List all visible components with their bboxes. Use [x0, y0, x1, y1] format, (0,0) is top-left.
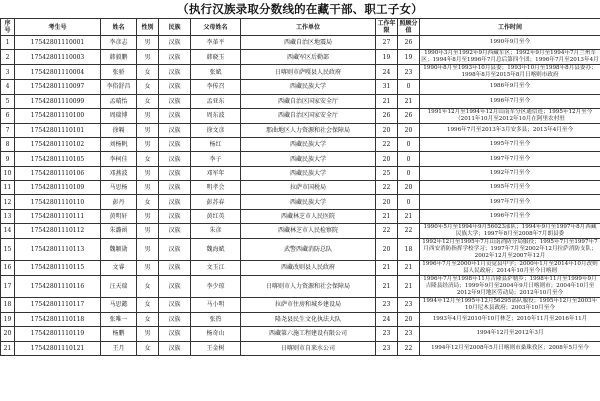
table-row — [1, 65, 600, 80]
cell-name: 徐嗝 — [101, 123, 137, 137]
cell-years: 23 — [376, 327, 398, 341]
cell-no: 1 — [1, 36, 15, 50]
cell-exam-id: 17542801110100 — [15, 108, 101, 123]
cell-sex: 男 — [137, 327, 159, 341]
cell-name: 孟晴怡 — [101, 94, 137, 108]
cell-name: 王月 — [101, 341, 137, 355]
cell-ethnicity: 汉族 — [159, 36, 191, 50]
cell-sex: 男 — [137, 260, 159, 275]
cell-ethnicity: 汉族 — [159, 209, 191, 223]
cell-exam-id: 17542801110115 — [15, 260, 101, 275]
cell-years: 21 — [376, 209, 398, 223]
cell-years: 22 — [376, 181, 398, 195]
cell-parent: 徐文彦 — [191, 123, 241, 137]
cell-no: 10 — [1, 166, 15, 180]
cell-unit: 西藏林芝市人民医院 — [241, 209, 376, 223]
cell-exam-id: 17542801110110 — [15, 195, 101, 209]
cell-unit: 日喀则市自来水公司 — [241, 341, 376, 355]
cell-work-time: 1986年9月至今 — [420, 80, 600, 94]
cell-ethnicity: 汉族 — [159, 80, 191, 94]
cell-years: 20 — [376, 238, 398, 260]
cell-work-time: 1990年8月至1993年10月县委；1993年10月至1998年8月县委办；1998年8月至2015年8月日喀则市政府 — [420, 65, 600, 80]
cell-work-time: 1996年7月至今 — [420, 209, 600, 223]
header-years: 工作年限 — [377, 20, 396, 34]
cell-parent: 李传召 — [191, 80, 241, 94]
table-row — [1, 152, 600, 166]
cell-sex: 女 — [137, 152, 159, 166]
cell-work-time: 1997年7月至今 — [420, 195, 600, 209]
cell-no: 6 — [1, 108, 15, 123]
table-row — [1, 327, 600, 341]
cell-exam-id: 17542801110097 — [15, 80, 101, 94]
cell-work-time: 1996年7月至2013年3月安多县；2013年4月至今 — [420, 123, 600, 137]
cell-exam-id: 17542801110121 — [15, 341, 101, 355]
table-row — [1, 166, 600, 180]
cell-no: 13 — [1, 209, 15, 223]
header-ethnicity: 民族 — [159, 19, 191, 36]
table-row — [1, 80, 600, 94]
table-row — [1, 123, 600, 137]
cell-points: 0 — [398, 152, 420, 166]
cell-work-time: 1991年12月至1994年12月山南军分区通信连；1995年12月至今（2011年10月至2012年10月在阿里农村驻 — [420, 108, 600, 123]
cell-exam-id: 17542801110109 — [15, 181, 101, 195]
cell-years: 21 — [376, 275, 398, 297]
header-exam-id: 考生号 — [15, 19, 101, 36]
cell-years: 24 — [376, 312, 398, 326]
cell-unit: 日喀则市人力资源和社会保障局 — [241, 275, 376, 297]
cell-sex: 男 — [137, 138, 159, 152]
table-row — [1, 223, 600, 238]
cell-parent: 孟亚东 — [191, 94, 241, 108]
cell-ethnicity: 汉族 — [159, 238, 191, 260]
cell-points: 20 — [398, 312, 420, 326]
cell-parent: 彭苏春 — [191, 195, 241, 209]
cell-name: 彭丹 — [101, 195, 137, 209]
table-row — [1, 94, 600, 108]
header-name: 姓名 — [101, 19, 137, 36]
cell-name: 黄明轩 — [101, 209, 137, 223]
cell-points: 0 — [398, 166, 420, 180]
cell-parent: 李革平 — [191, 36, 241, 50]
cell-no: 19 — [1, 312, 15, 326]
cell-unit: 拉萨市住房和城乡建设局 — [241, 297, 376, 312]
cell-sex: 男 — [137, 238, 159, 260]
cell-ethnicity: 汉族 — [159, 123, 191, 137]
cell-parent: 邓军年 — [191, 166, 241, 180]
cell-work-time: 1995年7月至今 — [420, 138, 600, 152]
cell-sex: 女 — [137, 341, 159, 355]
table-row — [1, 297, 600, 312]
cell-name: 魏颖勋 — [101, 238, 137, 260]
document-title: （执行汉族录取分数线的在藏干部、职工子女） — [177, 2, 423, 16]
cell-name: 周瑞博 — [101, 108, 137, 123]
cell-sex: 女 — [137, 297, 159, 312]
cell-sex: 男 — [137, 36, 159, 50]
cell-work-time: 1994年12月至2008年5月日喀则市桑珠孜区；2008年5月至今 — [420, 341, 600, 355]
cell-name: 杨鹏 — [101, 327, 137, 341]
cell-sex: 男 — [137, 108, 159, 123]
cell-work-time: 1996年7月至2000年1月贡觉县中学；2000年1月至2014年10月改则县人民政府；2014年10月至今日喀则 — [420, 260, 600, 275]
cell-name: 刘杨帆 — [101, 138, 137, 152]
cell-ethnicity: 汉族 — [159, 327, 191, 341]
cell-no: 16 — [1, 260, 15, 275]
cell-points: 20 — [398, 123, 420, 137]
cell-sex: 女 — [137, 65, 159, 80]
cell-no: 12 — [1, 195, 15, 209]
cell-points: 22 — [398, 341, 420, 355]
header-points: 照顾分值 — [399, 20, 418, 34]
cell-ethnicity: 汉族 — [159, 152, 191, 166]
cell-points: 0 — [398, 80, 420, 94]
cell-parent: 王金树 — [191, 341, 241, 355]
cell-points: 21 — [398, 260, 420, 275]
cell-sex: 男 — [137, 181, 159, 195]
cell-work-time: 1996年7月至今 — [420, 94, 600, 108]
cell-parent: 张斌 — [191, 65, 241, 80]
cell-ethnicity: 汉族 — [159, 275, 191, 297]
cell-no: 3 — [1, 65, 15, 80]
cell-points: 22 — [398, 223, 420, 238]
cell-exam-id: 17542801110102 — [15, 138, 101, 152]
cell-unit: 西藏林芝市人民检察院 — [241, 223, 376, 238]
cell-sex: 女 — [137, 312, 159, 326]
cell-unit: 西藏自治区地震局 — [241, 36, 376, 50]
table-row — [1, 275, 600, 297]
cell-exam-id: 17542801110099 — [15, 94, 101, 108]
cell-unit: 西藏军区后勤部 — [241, 50, 376, 65]
cell-years: 20 — [376, 123, 398, 137]
table-row — [1, 36, 600, 50]
cell-exam-id: 17542801110112 — [15, 223, 101, 238]
cell-ethnicity: 汉族 — [159, 223, 191, 238]
cell-unit: 隆尧县民生文化执法大队 — [241, 312, 376, 326]
header-sex: 性别 — [137, 19, 159, 36]
cell-parent: 杨奇山 — [191, 327, 241, 341]
cell-unit: 西藏第六施工程建设有限公司 — [241, 327, 376, 341]
cell-work-time: 1990年9月至今 — [420, 36, 600, 50]
cell-exam-id: 17542801110004 — [15, 65, 101, 80]
cell-points: 0 — [398, 195, 420, 209]
table-row — [1, 138, 600, 152]
cell-no: 18 — [1, 297, 15, 312]
table-row — [1, 209, 600, 223]
cell-parent: 朱彦 — [191, 223, 241, 238]
cell-years: 21 — [376, 260, 398, 275]
cell-points: 18 — [398, 238, 420, 260]
cell-sex: 女 — [137, 80, 159, 94]
cell-unit: 西藏民族大学 — [241, 195, 376, 209]
cell-exam-id: 17542801110101 — [15, 123, 101, 137]
cell-exam-id: 17542801110105 — [15, 152, 101, 166]
cell-sex: 男 — [137, 166, 159, 180]
table-row — [1, 341, 600, 355]
cell-parent: 杨红 — [191, 138, 241, 152]
table-row — [1, 312, 600, 326]
cell-name: 李俗舒昌 — [101, 80, 137, 94]
cell-points: 23 — [398, 297, 420, 312]
header-unit: 工作单位 — [241, 19, 376, 36]
cell-years: 21 — [376, 94, 398, 108]
cell-years: 23 — [376, 297, 398, 312]
cell-work-time: 1993年4月至2010年10月林芝；2010年11月至2016年11月 — [420, 312, 600, 326]
cell-no: 8 — [1, 138, 15, 152]
cell-unit: 西藏改则县人民政府 — [241, 260, 376, 275]
header-row — [1, 19, 600, 36]
cell-parent: 马小明 — [191, 297, 241, 312]
cell-years: 31 — [376, 80, 398, 94]
cell-work-time: 1990年3月至1992年9月西藏军区；1992年9月至1994年7月兰州军区；1994年8月至1996年7月总后第四个团；1996年7月至2013年4月 — [421, 50, 599, 64]
cell-name: 朱潞函 — [101, 223, 137, 238]
cell-ethnicity: 汉族 — [159, 297, 191, 312]
cell-no: 14 — [1, 223, 15, 238]
cell-points: 19 — [398, 50, 420, 65]
cell-parent: 李子 — [191, 152, 241, 166]
cell-exam-id: 17542801110117 — [15, 297, 101, 312]
cell-work-time: 1992年7月至今 — [420, 166, 600, 180]
cell-exam-id: 17542801110118 — [15, 312, 101, 326]
table-row — [1, 195, 600, 209]
table-row — [1, 108, 600, 123]
cell-name: 李柯佳 — [101, 152, 137, 166]
cell-no: 5 — [1, 94, 15, 108]
cell-work-time: 1994年12月至2012年3月 — [420, 327, 600, 341]
cell-years: 19 — [376, 50, 398, 65]
cell-points: 20 — [398, 181, 420, 195]
cell-no: 20 — [1, 327, 15, 341]
cell-unit: 西藏民族大学 — [241, 80, 376, 94]
cell-no: 4 — [1, 80, 15, 94]
cell-points: 26 — [398, 36, 420, 50]
cell-years: 22 — [376, 223, 398, 238]
cell-ethnicity: 汉族 — [159, 341, 191, 355]
cell-ethnicity: 汉族 — [159, 50, 191, 65]
cell-name: 张唯一 — [101, 312, 137, 326]
cell-exam-id: 17542801110111 — [15, 209, 101, 223]
cell-name: 韩毅鹏 — [101, 50, 137, 65]
cell-sex: 女 — [137, 94, 159, 108]
header-work-time: 工作时间 — [420, 19, 600, 36]
header-no: 序号 — [1, 19, 15, 36]
cell-years: 22 — [376, 138, 398, 152]
cell-years: 26 — [376, 108, 398, 123]
cell-name: 马思懿 — [101, 297, 137, 312]
cell-sex: 男 — [137, 50, 159, 65]
cell-no: 9 — [1, 152, 15, 166]
cell-unit: 拉萨市国税局 — [241, 181, 376, 195]
cell-no: 7 — [1, 123, 15, 137]
cell-points: 23 — [398, 65, 420, 80]
cell-parent: 黄红英 — [191, 209, 241, 223]
cell-sex: 男 — [137, 209, 159, 223]
cell-unit: 那曲地区人力资源和社会保障局 — [241, 123, 376, 137]
cell-name: 李彦志 — [101, 36, 137, 50]
cell-no: 21 — [1, 341, 15, 355]
cell-exam-id: 17542801110106 — [15, 166, 101, 180]
cell-ethnicity: 汉族 — [159, 65, 191, 80]
cell-parent: 韩晓玉 — [191, 50, 241, 65]
cell-points: 23 — [398, 327, 420, 341]
cell-parent: 明孝会 — [191, 181, 241, 195]
cell-ethnicity: 汉族 — [159, 260, 191, 275]
cell-unit: 西藏自治区国家安全厅 — [241, 108, 376, 123]
cell-no: 11 — [1, 181, 15, 195]
cell-exam-id: 17542801110001 — [15, 36, 101, 50]
cell-work-time: 1995年7月至今 — [420, 181, 600, 195]
cell-work-time: 1990年5月至1994年9月56023部队；1994年9月至1997年8月西藏民族大学；1997年8月至2008年7月朗县委 — [420, 223, 600, 238]
cell-parent: 周东波 — [191, 108, 241, 123]
cell-exam-id: 17542801110116 — [15, 275, 101, 297]
cell-sex: 男 — [137, 123, 159, 137]
table-row — [1, 50, 600, 65]
cell-no: 2 — [1, 50, 15, 65]
cell-exam-id: 17542801110003 — [15, 50, 101, 65]
candidate-table — [0, 18, 600, 356]
cell-years: 25 — [376, 166, 398, 180]
cell-points: 0 — [398, 138, 420, 152]
cell-name: 邓燕波 — [101, 166, 137, 180]
cell-ethnicity: 汉族 — [159, 195, 191, 209]
cell-parent: 文玉江 — [191, 260, 241, 275]
cell-name: 张骄 — [101, 65, 137, 80]
cell-parent: 魏海斌 — [191, 238, 241, 260]
cell-years: 23 — [376, 341, 398, 355]
cell-sex: 女 — [137, 275, 159, 297]
cell-work-time: 1994年12月至1995年12月56295部队服役；1995年12月至2003年10月尼木县政府；2003年10月至今 — [420, 297, 600, 312]
cell-ethnicity: 汉族 — [159, 138, 191, 152]
cell-years: 27 — [376, 36, 398, 50]
cell-ethnicity: 汉族 — [159, 94, 191, 108]
cell-years: 20 — [376, 152, 398, 166]
cell-exam-id: 17542801110113 — [15, 238, 101, 260]
cell-years: 24 — [376, 65, 398, 80]
cell-parent: 张热 — [191, 312, 241, 326]
cell-ethnicity: 汉族 — [159, 312, 191, 326]
cell-years: 20 — [376, 195, 398, 209]
cell-no: 15 — [1, 238, 15, 260]
table-row — [1, 238, 600, 260]
table-row — [1, 260, 600, 275]
cell-ethnicity: 汉族 — [159, 108, 191, 123]
cell-work-time: 1992年12月至1995年7月山南消防分局服役；1995年7月至1997年7月西安消防指挥学校学习；1997年7月至2002年12月拉萨消防支队；2002年12月至2007年12月 — [420, 238, 600, 260]
cell-unit: 日喀则市萨嘎县人民政府 — [241, 65, 376, 80]
cell-work-time: 1997年7月至今 — [420, 152, 600, 166]
cell-unit: 西藏民族大学 — [241, 166, 376, 180]
cell-exam-id: 17542801110119 — [15, 327, 101, 341]
cell-sex: 男 — [137, 223, 159, 238]
cell-sex: 女 — [137, 195, 159, 209]
cell-unit: 西藏民族大学 — [241, 152, 376, 166]
cell-ethnicity: 汉族 — [159, 166, 191, 180]
cell-name: 文睿 — [101, 260, 137, 275]
cell-ethnicity: 汉族 — [159, 181, 191, 195]
cell-parent: 李少琼 — [191, 275, 241, 297]
cell-points: 26 — [398, 108, 420, 123]
cell-no: 17 — [1, 275, 15, 297]
cell-unit: 武警西藏消防总队 — [241, 238, 376, 260]
table-row — [1, 181, 600, 195]
cell-points: 21 — [398, 275, 420, 297]
cell-name: 汪天瑞 — [101, 275, 137, 297]
cell-points: 21 — [398, 209, 420, 223]
cell-work-time: 1996年7月至1998年11月吉隆县萨勒乡；1998年11月至1999年9月吉隆县经济局；1999年9月至2004年9月日喀则市；2004年10月至2012年9月地区劳动局；2012年10月至今 — [420, 275, 600, 297]
cell-points: 21 — [398, 94, 420, 108]
cell-name: 马思杨 — [101, 181, 137, 195]
header-parent: 父母姓名 — [191, 19, 241, 36]
cell-unit: 西藏民族大学 — [241, 138, 376, 152]
cell-unit: 西藏自治区国家安全厅 — [241, 94, 376, 108]
